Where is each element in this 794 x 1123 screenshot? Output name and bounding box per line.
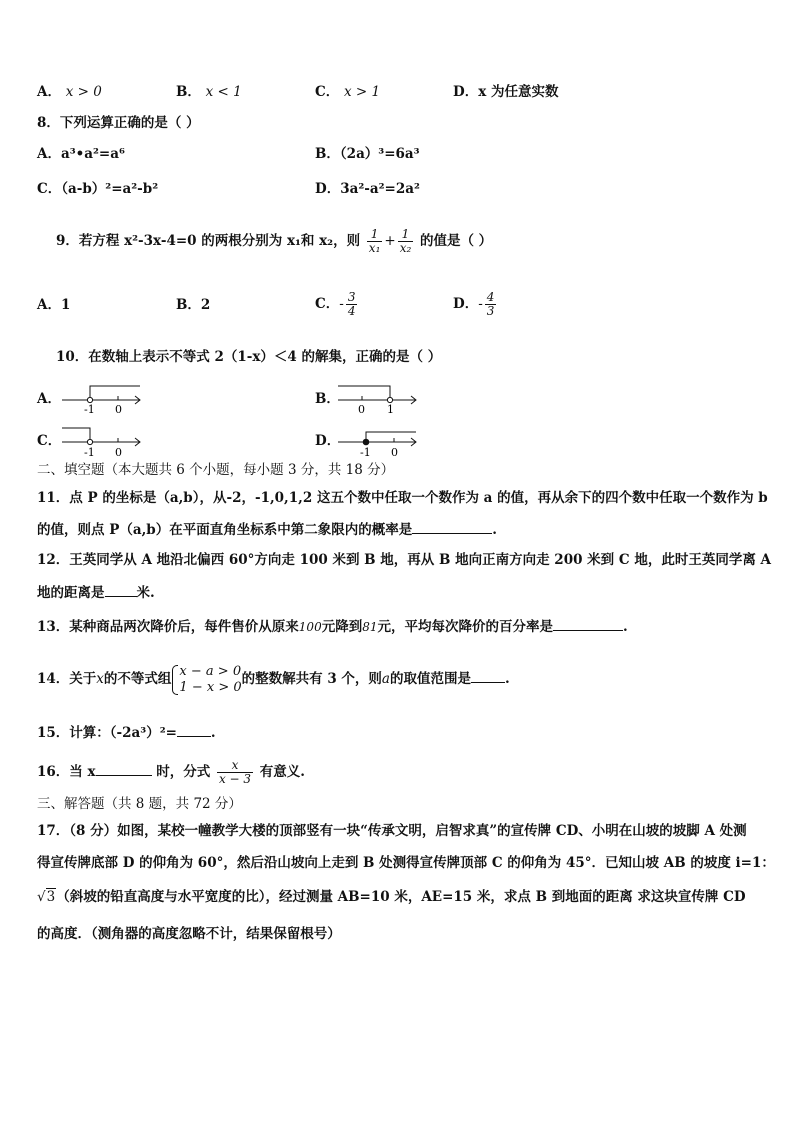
q9-option-b: B．2 [176,297,211,313]
q8-option-a: A．a³•a²=a⁶ [37,146,125,162]
q10-option-d-label: D． [315,433,341,449]
q17-line-4: 的高度．（测角器的高度忽略不计，结果保留根号） [37,926,341,942]
q17-line-1: 17．（8 分）如图，某校一幢教学大楼的顶部竖有一块“传承文明，启智求真”的宣传牌 CD、小明在山坡的坡脚 A 处测 [37,823,747,839]
q7-option-a: A． x > 0 [37,84,102,100]
svg-text:0: 0 [115,403,122,416]
q9-option-d: D．- $\frac{4}{3}$ [453,290,495,318]
q10-option-a-label: A． [37,391,61,407]
q14-answer-blank[interactable] [471,668,505,683]
q13-answer-blank[interactable] [553,616,623,631]
q14-inequality-system: x − a > 0 1 − x > 0 [171,664,241,696]
q17-line-3: √3（斜坡的铅直高度与水平宽度的比），经过测量 AB=10 米，AE=15 米，求点 B 到地面的距离 求这块宣传牌 CD [37,889,746,905]
svg-text:0: 0 [115,446,122,459]
q11-line-1: 11．点 P 的坐标是（a,b），从-2，-1,0,1,2 这五个数中任取一个数作为 a 的值，再从余下的四个数中任取一个数作为 b [37,490,768,506]
q10-option-c-label: C． [37,433,62,449]
q11-line-2: 的值，则点 P（a,b）在平面直角坐标系中第二象限内的概率是 . [37,519,497,539]
q10-number-line-b [336,380,420,416]
svg-text:1: 1 [387,403,394,416]
q9-fraction-2: $\frac{1}{\text{x₂}}$ [399,227,412,255]
q8-option-d: D．3a²-a²=2a² [315,181,420,197]
q12-line-2: 地的距离是 米. [37,582,155,602]
q7-option-b: B． x < 1 [176,84,242,100]
q12-answer-blank[interactable] [105,582,137,597]
q8-stem: 8．下列运算正确的是（ ） [37,115,200,131]
q10-option-b-label: B． [315,391,340,407]
q10-number-line-a [60,380,144,416]
q16-fraction: $\frac{x}{x - 3}$ [218,758,252,786]
svg-text:0: 0 [358,403,365,416]
section-2-heading: 二、填空题（本大题共 6 个小题，每小题 3 分，共 18 分） [37,462,395,478]
q9-fraction-1: $\frac{1}{\text{x₁}}$ [368,227,381,255]
q11-answer-blank[interactable] [412,519,492,534]
svg-text:0: 0 [391,446,398,459]
q12-line-1: 12．王英同学从 A 地沿北偏西 60°方向走 100 米到 B 地，再从 B 地向正南方向走 200 米到 C 地，此时王英同学离 A [37,552,771,568]
q15-line: 15．计算：（-2a³）²= . [37,722,216,742]
svg-text:-1: -1 [84,446,95,459]
q10-number-line-d [336,422,420,460]
q13-line: 13．某种商品两次降价后，每件售价从原来100元降到81元，平均每次降价的百分率是 . [37,616,628,636]
q8-option-b: B．（2a）³=6a³ [315,146,420,162]
q7-option-c: C． x > 1 [315,84,381,100]
q14-line: 14．关于x的不等式组 x − a > 0 1 − x > 0 的整数解共有 3 个，则a的取值范围是 . [37,663,510,695]
q16-answer-blank[interactable] [96,761,152,776]
q9-stem: 9．若方程 x²-3x-4=0 的两根分别为 x₁和 x₂，则 $\frac{1}{\text{x₁}}$ + $\frac{1}{\text{x₂}}$ 的值是（ ） [56,227,493,255]
q7-option-d: D．x 为任意实数 [453,84,559,100]
q16-line: 16．当 x 时，分式 $\frac{x}{x - 3}$ 有意义. [37,758,305,786]
svg-text:-1: -1 [84,403,95,416]
q15-answer-blank[interactable] [177,722,211,737]
q17-line-2: 得宣传牌底部 D 的仰角为 60°，然后沿山坡向上走到 B 处测得宣传牌顶部 C 的仰角为 45°．已知山坡 AB 的坡度 i=1： [37,855,775,871]
q9-option-a: A．1 [37,297,71,313]
q9-option-c: C．- $\frac{3}{4}$ [315,290,356,318]
q17-sqrt: √3 [37,889,56,905]
q8-option-c: C．（a-b）²=a²-b² [37,181,159,197]
svg-text:-1: -1 [360,446,371,459]
section-3-heading: 三、解答题（共 8 题，共 72 分） [37,796,242,812]
q10-stem: 10．在数轴上表示不等式 2（1-x）＜4 的解集，正确的是（ ） [56,349,442,365]
q10-number-line-c [60,422,144,460]
